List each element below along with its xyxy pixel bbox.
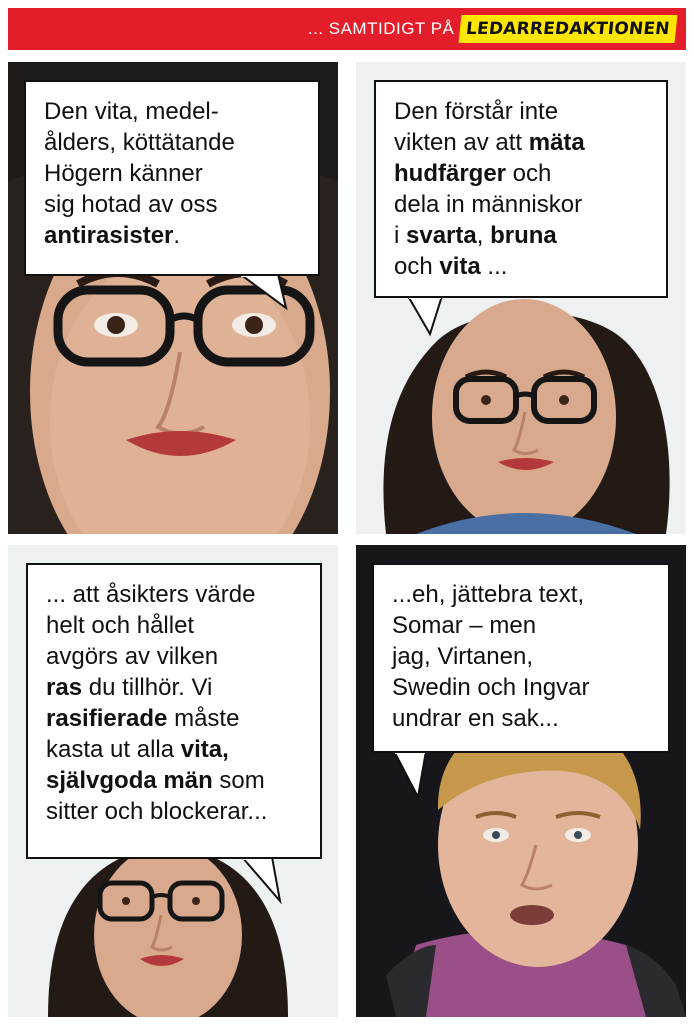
speech-text-segment: .	[173, 222, 181, 249]
speech-bubble-tail	[392, 751, 440, 801]
speech-bubble-tail	[240, 857, 290, 905]
speech-line	[392, 579, 650, 610]
speech-line	[392, 703, 650, 734]
speech-text-segment: Somar – men	[392, 612, 537, 639]
speech-text-segment: vikten av att	[394, 129, 529, 156]
speech-line	[46, 734, 302, 765]
speech-text	[44, 96, 300, 251]
speech-text-segment: och	[394, 253, 440, 280]
speech-text-segment: ,	[476, 222, 491, 249]
speech-text-segment: och	[506, 160, 552, 187]
speech-line	[46, 579, 302, 610]
speech-text-segment: måste	[167, 705, 240, 732]
speech-line	[392, 610, 650, 641]
speech-text-segment: jag, Virtanen,	[392, 643, 533, 670]
speech-text	[392, 579, 650, 734]
speech-bubble	[24, 80, 320, 276]
speech-line	[46, 796, 302, 827]
speech-line	[46, 765, 302, 796]
speech-text-segment: ålders, köttätande	[44, 129, 235, 156]
speech-line	[44, 220, 300, 251]
speech-line	[392, 672, 650, 703]
speech-text-segment: ...	[480, 253, 508, 280]
speech-line	[394, 251, 648, 282]
comic-panel-2	[356, 62, 686, 534]
emphasized-text: mäta	[528, 129, 585, 156]
speech-text-segment: avgörs av vilken	[46, 643, 219, 670]
brand-logo: LEDARREDAKTIONEN	[459, 15, 678, 43]
speech-line	[394, 158, 648, 189]
speech-text-segment: dela in människor	[394, 191, 583, 218]
emphasized-text: rasifierade	[46, 705, 168, 732]
comic-panel-3	[8, 545, 338, 1017]
speech-line	[44, 189, 300, 220]
emphasized-text: självgoda män	[46, 767, 213, 794]
speech-text-segment: Den förstår inte	[394, 98, 559, 125]
speech-text-segment: helt och hållet	[46, 612, 195, 639]
speech-text-segment: sig hotad av oss	[44, 191, 218, 218]
speech-line	[46, 703, 302, 734]
speech-text-segment: Den vita, medel-	[44, 98, 219, 125]
speech-bubble	[374, 80, 668, 298]
speech-line	[44, 96, 300, 127]
speech-line	[394, 220, 648, 251]
header-bar	[8, 8, 686, 50]
speech-text	[46, 579, 302, 827]
emphasized-text: svarta	[406, 222, 477, 249]
speech-text-segment: sitter och blockerar...	[46, 798, 268, 825]
emphasized-text: ras	[46, 674, 83, 701]
speech-text-segment: som	[212, 767, 265, 794]
speech-text-segment: du tillhör. Vi	[82, 674, 213, 701]
speech-line	[46, 610, 302, 641]
emphasized-text: vita	[439, 253, 481, 280]
speech-line	[394, 127, 648, 158]
speech-text-segment: ...eh, jättebra text,	[392, 581, 585, 608]
emphasized-text: antirasister	[44, 222, 174, 249]
speech-text-segment: kasta ut alla	[46, 736, 181, 763]
speech-bubble-tail	[238, 274, 298, 314]
comic-panel-4	[356, 545, 686, 1017]
speech-line	[392, 641, 650, 672]
speech-line	[394, 189, 648, 220]
speech-line	[44, 127, 300, 158]
speech-text-segment: Swedin och Ingvar	[392, 674, 590, 701]
speech-line	[44, 158, 300, 189]
speech-line	[46, 672, 302, 703]
speech-text-segment: Högern känner	[44, 160, 203, 187]
speech-line	[394, 96, 648, 127]
speech-bubble	[26, 563, 322, 859]
emphasized-text: bruna	[490, 222, 557, 249]
speech-text-segment: undrar en sak...	[392, 705, 559, 732]
speech-line	[46, 641, 302, 672]
header-prefix: ... SAMTIDIGT PÅ	[307, 19, 455, 38]
emphasized-text: hudfärger	[394, 160, 507, 187]
comic-panel-1	[8, 62, 338, 534]
speech-text-segment: i	[394, 222, 406, 249]
emphasized-text: vita,	[180, 736, 229, 763]
speech-bubble	[372, 563, 670, 753]
speech-text	[394, 96, 648, 282]
speech-text-segment: ... att åsikters värde	[46, 581, 256, 608]
speech-bubble-tail	[406, 296, 456, 338]
